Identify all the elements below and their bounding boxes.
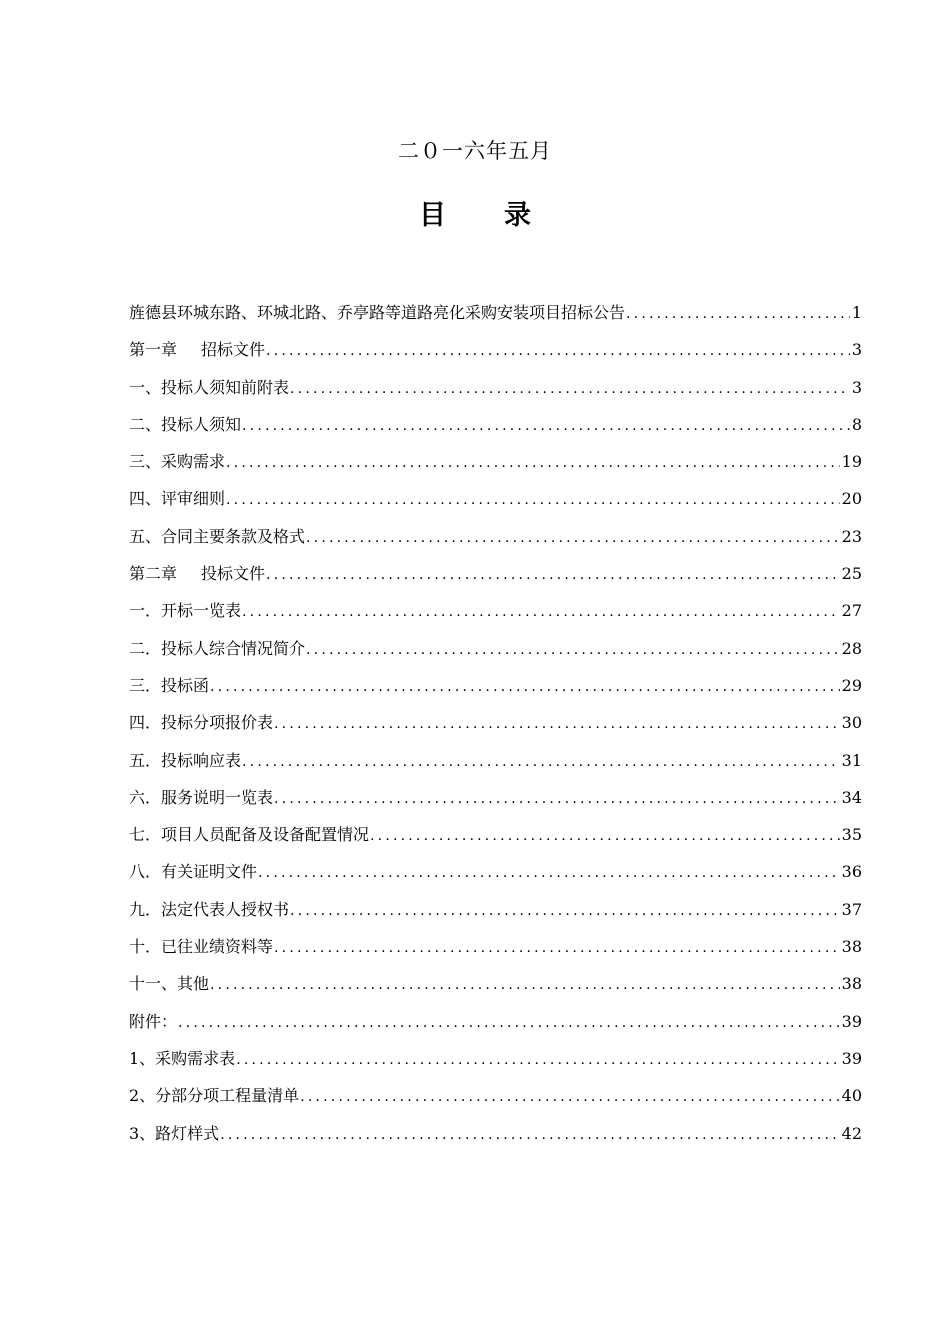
toc-dot-leader [242, 408, 850, 443]
toc-entry-label: 2、分部分项工程量清单 [129, 1086, 300, 1106]
toc-entry-page: 39 [841, 1048, 862, 1068]
toc-dot-leader [266, 333, 850, 368]
toc-dot-leader [306, 632, 840, 667]
toc-entry-page: 35 [841, 825, 862, 845]
toc-entry-page: 3 [851, 340, 862, 360]
toc-entry[interactable] [129, 518, 862, 555]
toc-dot-leader [274, 781, 840, 816]
toc-entry[interactable] [129, 965, 862, 1002]
toc-entry-page: 39 [841, 1011, 862, 1031]
toc-dot-leader [274, 706, 840, 741]
toc-entry-label: 3、路灯样式 [129, 1123, 220, 1143]
toc-entry-page: 19 [841, 452, 862, 472]
toc-entry-label: 八．有关证明文件 [129, 862, 258, 882]
toc-entry-label: 三．投标函 [129, 675, 210, 695]
toc-dot-leader [274, 930, 840, 965]
toc-dot-leader [210, 669, 840, 704]
toc-entry-page: 34 [841, 787, 862, 807]
toc-entry[interactable] [129, 1115, 862, 1152]
toc-entry-label: 附件： [129, 1011, 178, 1031]
toc-entry[interactable] [129, 592, 862, 629]
toc-entry-page: 31 [841, 750, 862, 770]
toc-dot-leader [226, 482, 840, 517]
toc-entry-label: 九．法定代表人授权书 [129, 899, 290, 919]
toc-entry-label [129, 331, 265, 368]
toc-dot-leader [626, 296, 850, 331]
toc-entry-label: 五．投标响应表 [129, 750, 242, 770]
toc-entry[interactable] [129, 406, 862, 443]
toc-dot-leader [220, 1117, 839, 1152]
toc-dot-leader [290, 893, 840, 928]
toc-entry-label: 六．服务说明一览表 [129, 787, 274, 807]
toc-entry[interactable] [129, 779, 862, 816]
toc-dot-leader [290, 371, 850, 406]
table-of-contents [129, 294, 862, 1152]
toc-entry-label: 十一、其他 [129, 974, 210, 994]
toc-dot-leader [226, 445, 840, 480]
toc-entry-chapter-1[interactable] [129, 331, 862, 368]
toc-entry-page: 3 [851, 377, 862, 397]
toc-entry-page: 23 [841, 526, 862, 546]
toc-entry-page: 29 [841, 675, 862, 695]
toc-entry[interactable] [129, 1077, 862, 1114]
toc-entry-page: 40 [841, 1086, 862, 1106]
toc-entry[interactable] [129, 704, 862, 741]
toc-entry[interactable] [129, 853, 862, 890]
toc-dot-leader [258, 855, 840, 890]
toc-entry-label: 五、合同主要条款及格式 [129, 526, 306, 546]
toc-chapter-number: 第一章 [129, 340, 178, 360]
toc-dot-leader [210, 967, 840, 1002]
toc-entry[interactable] [129, 480, 862, 517]
toc-entry-page: 28 [841, 638, 862, 658]
toc-title-char-2: 录 [504, 200, 531, 231]
toc-entry[interactable] [129, 1003, 862, 1040]
toc-entry-page: 20 [841, 489, 862, 509]
toc-entry-page: 36 [841, 862, 862, 882]
toc-entry[interactable] [129, 891, 862, 928]
toc-entry-label: 七．项目人员配备及设备配置情况 [129, 825, 370, 845]
toc-entry-page: 42 [841, 1123, 862, 1143]
toc-entry[interactable] [129, 443, 862, 480]
toc-title [0, 196, 950, 236]
toc-entry-page: 38 [841, 974, 862, 994]
toc-entry[interactable] [129, 369, 862, 406]
toc-entry-label: 二．投标人综合情况简介 [129, 638, 306, 658]
toc-entry-announcement[interactable] [129, 294, 862, 331]
toc-entry-page: 30 [841, 713, 862, 733]
toc-dot-leader [242, 594, 840, 629]
toc-entry[interactable] [129, 667, 862, 704]
toc-entry-label: 1、采购需求表 [129, 1048, 236, 1068]
toc-entry[interactable] [129, 742, 862, 779]
toc-entry-label: 二、投标人须知 [129, 414, 242, 434]
toc-entry[interactable] [129, 816, 862, 853]
toc-entry-page: 1 [851, 303, 862, 322]
toc-entry-label: 旌德县环城东路、环城北路、乔亭路等道路亮化采购安装项目招标公告 [129, 303, 626, 322]
toc-dot-leader [370, 818, 840, 853]
toc-chapter-name: 投标文件 [201, 564, 266, 584]
toc-dot-leader [300, 1079, 839, 1114]
toc-entry[interactable] [129, 928, 862, 965]
toc-chapter-number: 第二章 [129, 564, 178, 584]
toc-title-char-1: 目 [419, 200, 446, 231]
toc-dot-leader [178, 1005, 840, 1040]
toc-entry[interactable] [129, 1040, 862, 1077]
toc-entry-label: 四．投标分项报价表 [129, 713, 274, 733]
toc-entry-label [129, 555, 265, 592]
toc-entry-page: 8 [851, 414, 862, 434]
toc-entry-chapter-2[interactable] [129, 555, 862, 592]
toc-entry-label: 十．已往业绩资料等 [129, 937, 274, 957]
toc-entry-page: 38 [841, 937, 862, 957]
toc-entry-page: 37 [841, 899, 862, 919]
toc-dot-leader [266, 557, 840, 592]
toc-entry-label: 三、采购需求 [129, 452, 226, 472]
toc-dot-leader [236, 1042, 839, 1077]
toc-entry-label: 一、投标人须知前附表 [129, 377, 290, 397]
toc-chapter-name: 招标文件 [201, 340, 266, 360]
toc-entry-label: 一．开标一览表 [129, 601, 242, 621]
toc-entry-page: 27 [841, 601, 862, 621]
toc-entry[interactable] [129, 630, 862, 667]
toc-entry-page: 25 [841, 564, 862, 584]
toc-entry-label: 四、评审细则 [129, 489, 226, 509]
toc-dot-leader [242, 744, 840, 779]
toc-dot-leader [306, 520, 840, 555]
document-date: 二０一六年五月 [398, 139, 552, 163]
